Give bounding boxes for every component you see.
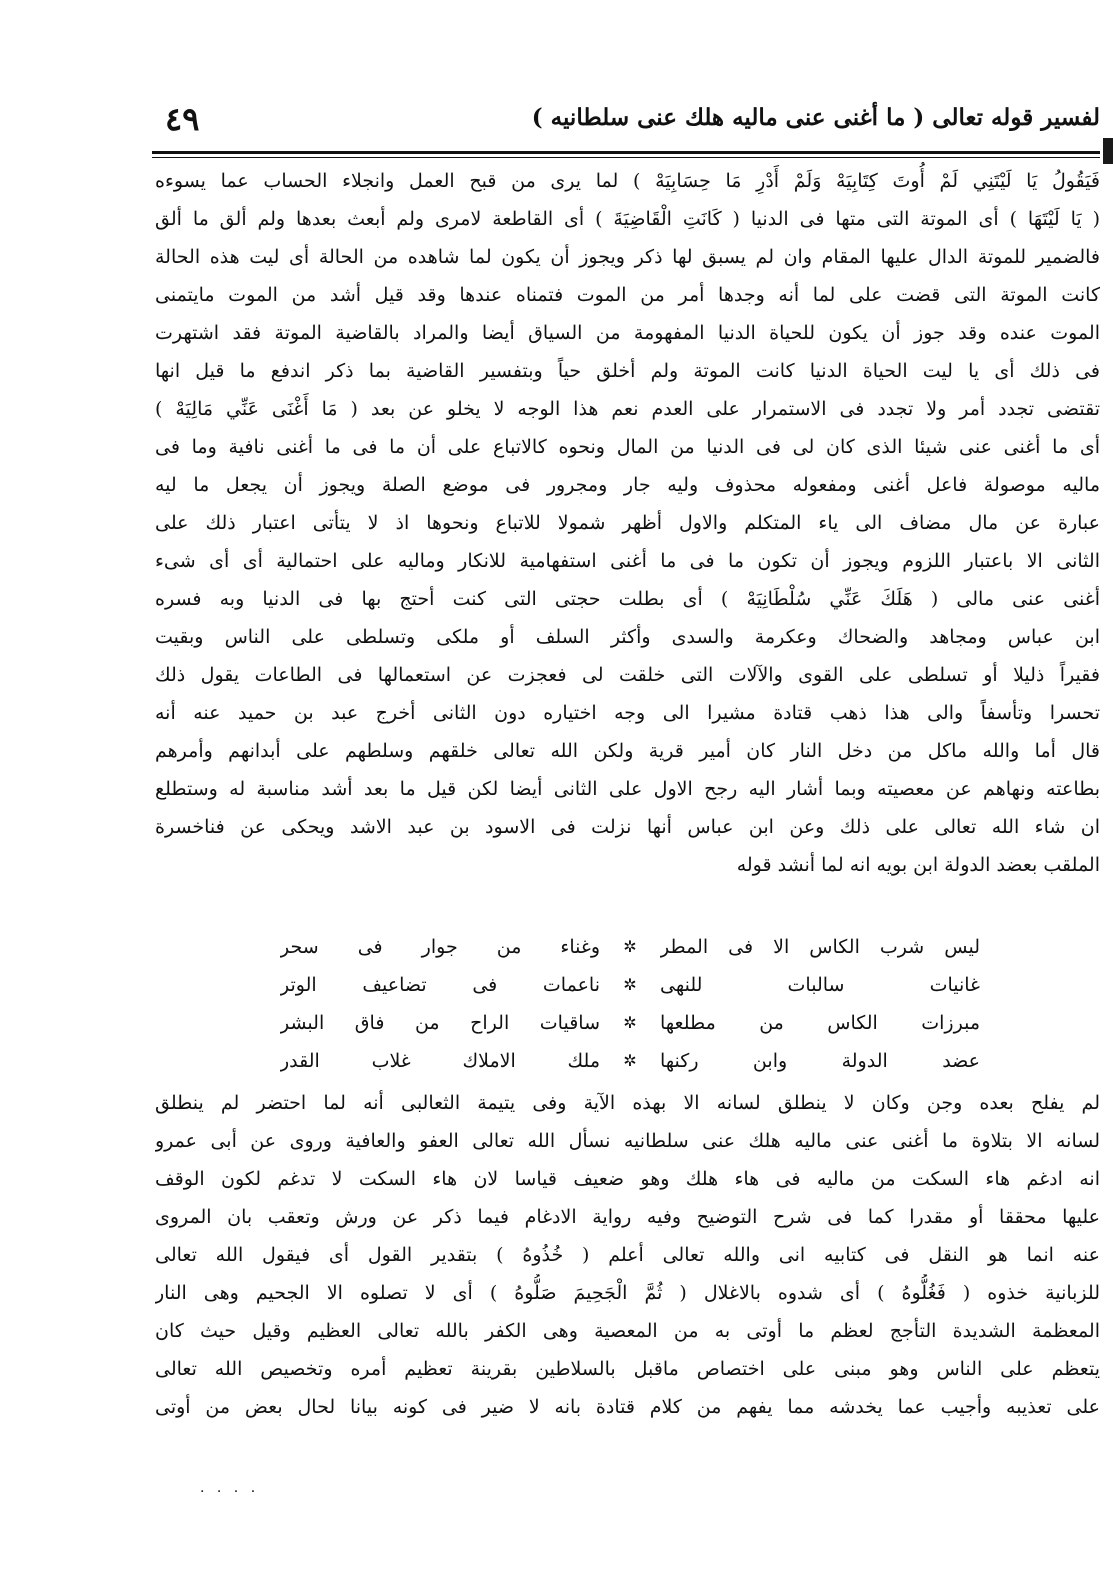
text-line: عليها محققا أو مقدرا كما فى شرح التوضيح وفيه رواية الادغام فيما ذكر عن ورش وتعقب بان المروى [155,1206,1100,1228]
text-line: الملقب بعضد الدولة ابن بويه انه لما أنشد قوله [736,854,1100,876]
poem-verse [280,1004,980,1042]
verse-second-hemistich: وغناء من جوار فى سحر [280,936,600,958]
text-line: فقيراً ذليلا أو تسلطى على القوى والآلات التى خلقت لى فعجزت عن استعمالها فى الطاعات يقول ذلك [155,664,1100,686]
star-separator-icon: ✲ [623,1013,637,1032]
poem-verse [280,966,980,1004]
text-line: المعظمة الشديدة التأجج لعظم ما أوتى به من المعصية وهى الكفر بالله تعالى العظيم وقيل حيث كان [155,1320,1100,1342]
text-line: ابن عباس ومجاهد والضحاك وعكرمة والسدى وأكثر السلف أو ملكى وتسلطى على الناس وبقيت [155,626,1100,648]
text-line: ان شاء الله تعالى على ذلك وعن ابن عباس أنها نزلت فى الاسود بن عبد الاشد ويحكى عن فناخسرة [155,816,1100,838]
text-line: كانت الموتة التى قضت على لما أنه وجدها أمر من الموت فتمناه عندها وقد قيل أشد من الموت مايتمنى [155,284,1100,306]
text-line: ( يَا لَيْتَهَا ) أى الموتة التى متها فى الدنيا ( كَانَتِ الْقَاضِيَةَ ) أى القاطعة لامرى ولم أبعث بعدها ولم ألق ما ألق [155,208,1100,230]
text-line: تحسرا وتأسفاً والى هذا ذهب قتادة مشيرا الى وجه اختياره دون الثانى أخرج عبد بن حميد عنه أنه [155,702,1100,724]
text-line: الموت عنده وقد جوز أن يكون للحياة الدنيا المفهومة من السياق أيضا والمراد بالقاضية الموتة فقد اشتهرت [155,322,1100,344]
text-line: عنه انما هو النقل فى كتابيه انى والله تعالى أعلم ( خُذُوهُ ) بتقدير القول أى فيقول الله تعالى [155,1244,1100,1266]
running-title: لفسير قوله تعالى ( ما أغنى عنى ماليه هلك عنى سلطانيه ) [531,104,1100,131]
text-line: فالضمير للموتة الدال عليها المقام وان لم يسبق لها ذكر ويجوز أن يكون لما شاهده من الحالة أى ليت هذه الحالة [155,246,1100,268]
verse-second-hemistich: ناعمات فى تضاعيف الوتر [280,974,600,996]
verse-first-hemistich: عضد الدولة وابن ركنها [660,1050,980,1072]
text-line: بطاعته ونهاهم عن معصيته وبما أشار اليه رجح الاول على الثانى أيضا لكن قيل ما بعد أشد مناسبة له وستطلع [155,778,1100,800]
verse-first-hemistich: مبرزات الكاس من مطلعها [660,1012,980,1034]
text-line: يتعظم على الناس وهو مبنى على اختصاص ماقبل بالسلاطين بقرينة تعظيم أمره وتخصيص الله تعالى [155,1358,1100,1380]
text-line: عبارة عن مال مضاف الى ياء المتكلم والاول أظهر شمولا للاتباع ونحوها اذ لا يتأتى اعتبار ذلك على [155,512,1100,534]
verse-second-hemistich: ملك الاملاك غلاب القدر [280,1050,600,1072]
verse-first-hemistich: غانيات سالبات للنهى [660,974,980,996]
verse-second-hemistich: ساقيات الراح من فاق البشر [280,1012,600,1034]
verse-first-hemistich: ليس شرب الكاس الا فى المطر [660,936,980,958]
page-header [155,100,1100,150]
text-line: ماليه موصولة فاعل أغنى ومفعوله محذوف وليه جار ومجرور فى موضع الصلة ويجوز أن يجعل ما ليه [155,474,1100,496]
text-line: انه ادغم هاء السكت من ماليه فى هاء هلك وهو ضعيف قياسا لان هاء السكت لا تدغم لكون الوقف [155,1168,1100,1190]
commentary-text-block [155,162,1100,884]
page-number: ٤٩ [165,100,200,138]
page-edge-mark [1103,138,1113,164]
commentary-text-block-continued [155,1084,1100,1426]
text-line: الثانى الا باعتبار اللزوم ويجوز أن تكون ما فى ما أغنى استفهامية للانكار وماليه على احتمالية أى أى شىء [155,550,1100,572]
poem-verse [280,1042,980,1080]
star-separator-icon: ✲ [623,937,637,956]
text-line: للزبانية خذوه ( فَغُلُّوهُ ) أى شدوه بالاغلال ( ثُمَّ الْجَحِيمَ صَلُّوهُ ) أى لا تصلوه الا الجحيم وهى النار [155,1282,1100,1304]
text-line: أغنى عنى مالى ( هَلَكَ عَنِّي سُلْطَانِيَهْ ) أى بطلت حجتى التى كنت أحتج بها فى الدنيا وبه فسره [155,588,1100,610]
text-line: لسانه الا بتلاوة ما أغنى عنى ماليه هلك عنى سلطانيه نسأل الله تعالى العفو والعافية وروى عن أبى عمرو [155,1130,1100,1152]
star-separator-icon: ✲ [623,975,637,994]
text-line: قال أما والله ماكل من دخل النار كان أمير قرية ولكن الله تعالى خلقهم وسلطهم على أبدانهم وأمرهم [155,740,1100,762]
text-line: فى ذلك أى يا ليت الحياة الدنيا كانت الموتة ولم أخلق حياً وبتفسير القاضية بما ذكر اندفع ما قيل انها [155,360,1100,382]
text-line: أى ما أغنى عنى شيئا الذى كان لى فى الدنيا من المال ونحوه كالاتباع على أن ما فى ما أغنى نافية وما فى [155,436,1100,458]
footer-dots: . . . . [200,1480,260,1496]
text-line: على تعذيبه وأجيب عما يخدشه مما يفهم من كلام قتادة بانه لا ضير فى كونه بيانا لحال بعض من أوتى [155,1396,1100,1418]
text-line: لم يفلح بعده وجن وكان لا ينطلق لسانه الا بهذه الآية وفى يتيمة الثعالبى أنه لما احتضر لم ينطلق [155,1092,1100,1114]
star-separator-icon: ✲ [623,1051,637,1070]
header-rule [152,151,1100,154]
text-line: تقتضى تجدد أمر ولا تجدد فى الاستمرار على العدم نعم هذا الوجه لا يخلو عن بعد ( مَا أَغْنَى عَنِّي مَالِيَهْ ) [155,398,1100,420]
poem-verse [280,928,980,966]
poem-block [280,928,980,1080]
header-rule-thin [152,157,1100,158]
text-line: فَيَقُولُ يَا لَيْتَنِي لَمْ أُوتَ كِتَابِيَهْ وَلَمْ أَدْرِ مَا حِسَابِيَهْ ) لما يرى من قبح العمل وانجلاء الحساب عما يسوءه [155,170,1100,192]
